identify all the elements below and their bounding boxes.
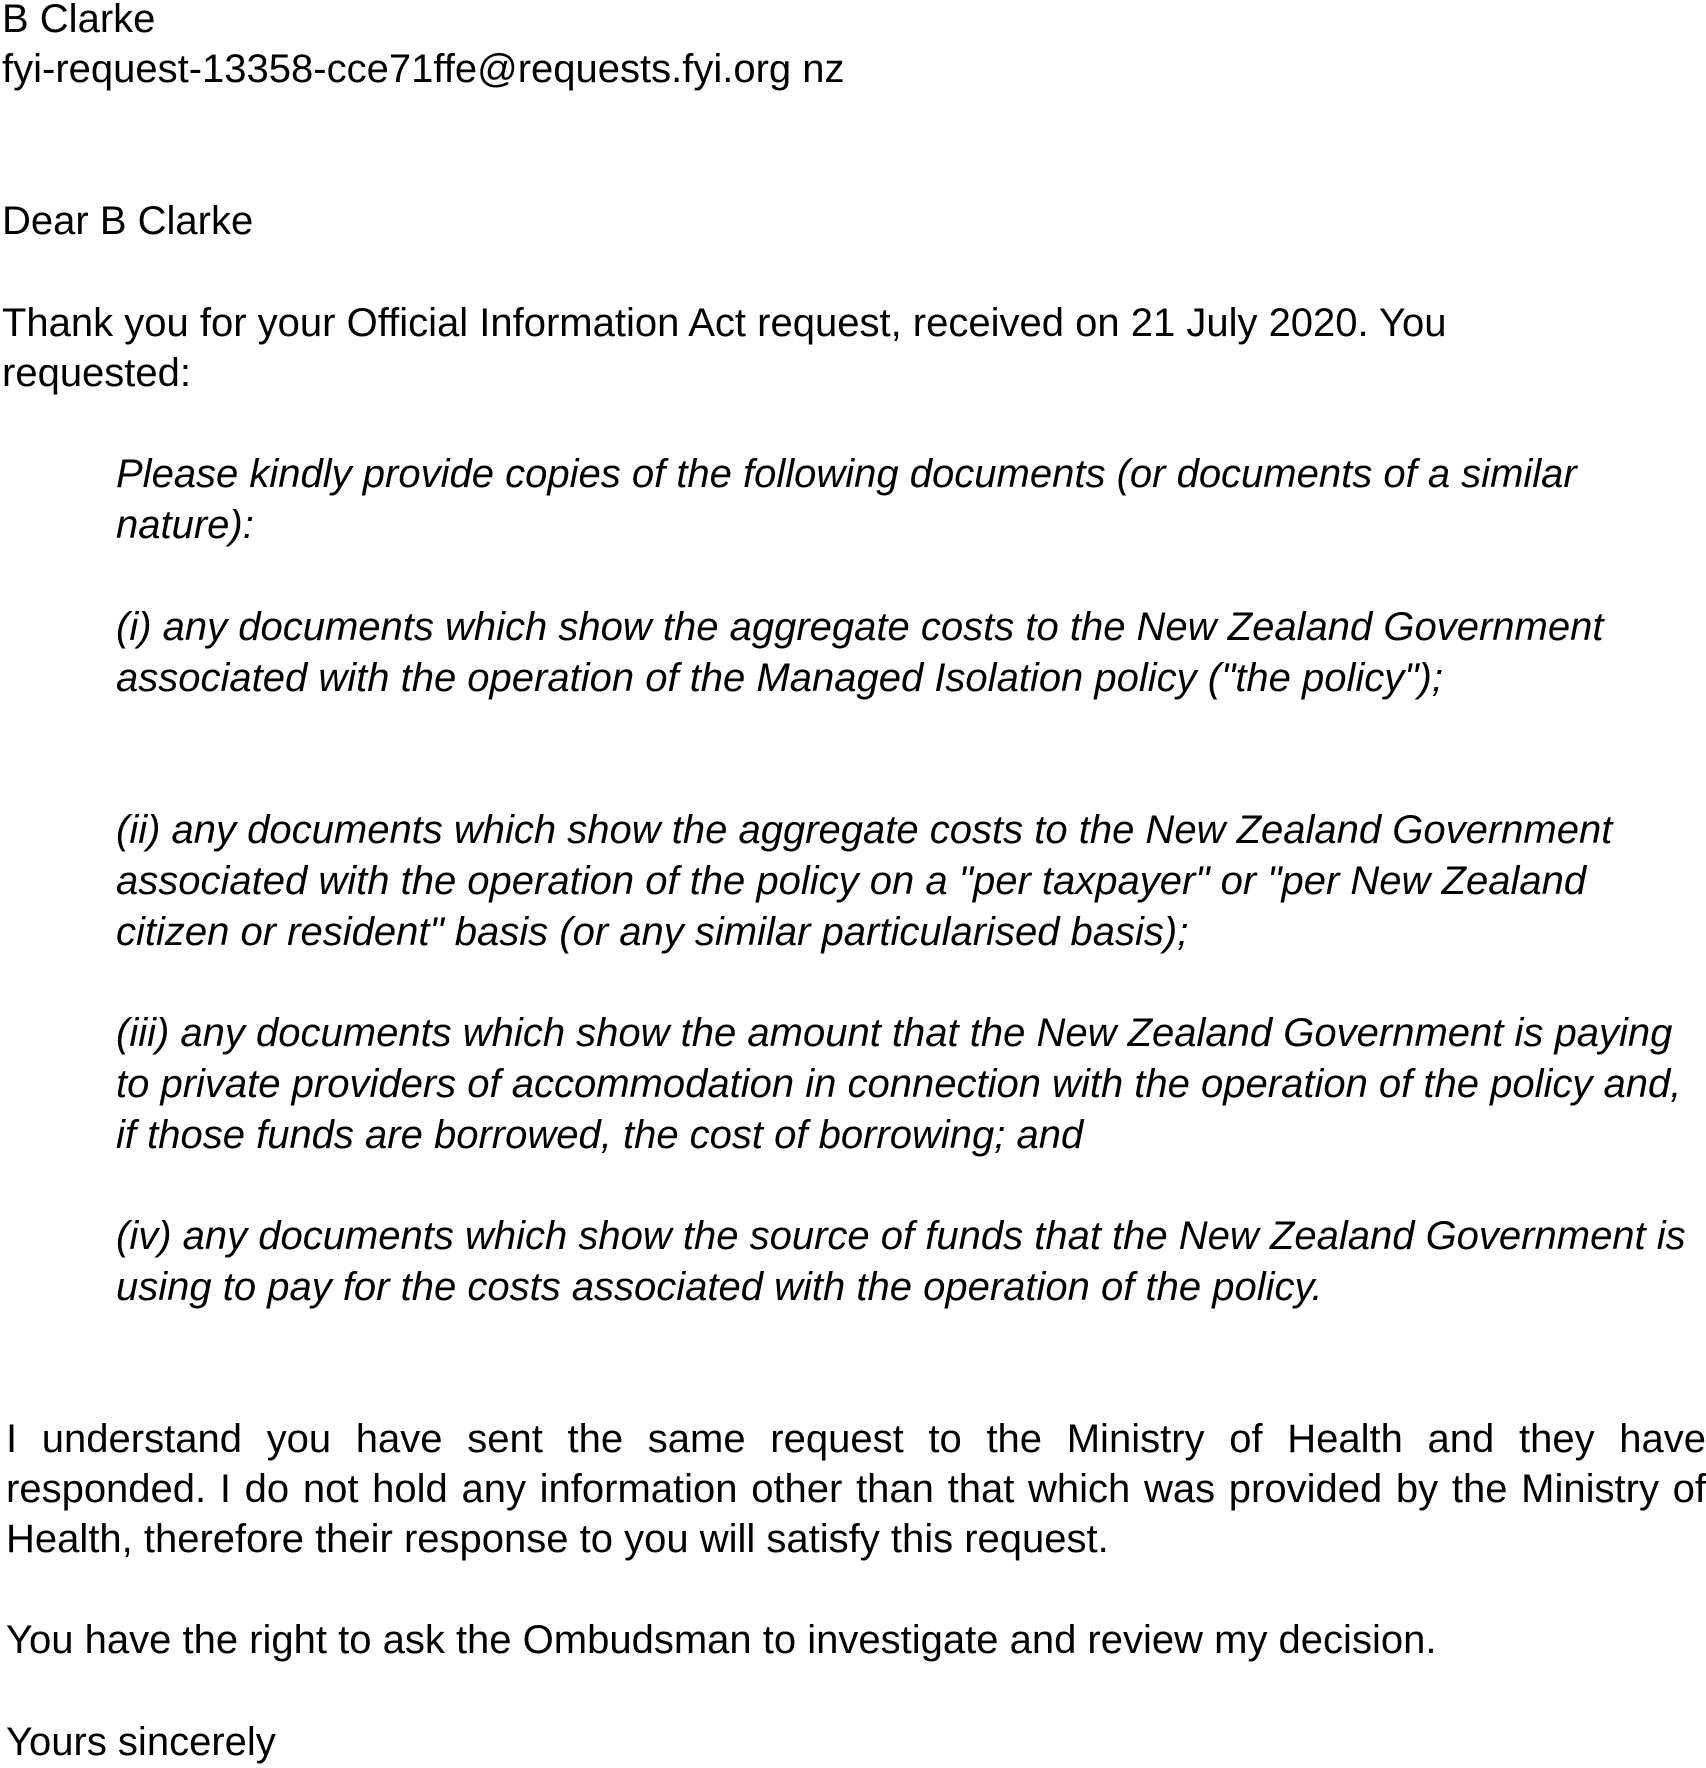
request-item-1: (i) any documents which show the aggregate costs to the New Zealand Government associated with the operation of the Managed Isolation policy ("the policy"); xyxy=(116,605,1604,700)
intro-line-2: requested: xyxy=(2,351,192,395)
recipient-email: fyi-request-13358-cce71ffe@requests.fyi.org nz xyxy=(2,47,845,91)
request-item-4: (iv) any documents which show the source of funds that the New Zealand Government is using to pay for the costs associated with the operation of the policy. xyxy=(116,1214,1686,1309)
request-item-2: (ii) any documents which show the aggregate costs to the New Zealand Government associated with the operation of the policy on a "per taxpayer" or "per New Zealand citizen or resident" basis (or any similar particularised basis); xyxy=(116,808,1613,954)
response-paragraph: I understand you have sent the same request to the Ministry of Health and they have responded. I do not hold any information other than that which was provided by the Ministry of Health, therefore their response to you will satisfy this request. xyxy=(6,1417,1706,1561)
intro-line-1: Thank you for your Official Information Act request, received on 21 July 2020. You xyxy=(2,301,1447,345)
recipient-name: B Clarke xyxy=(2,0,156,41)
request-preamble: Please kindly provide copies of the following documents (or documents of a similar nature): xyxy=(116,452,1577,547)
ombudsman-paragraph: You have the right to ask the Ombudsman to investigate and review my decision. xyxy=(6,1618,1437,1662)
salutation: Dear B Clarke xyxy=(2,199,254,243)
request-item-3: (iii) any documents which show the amount that the New Zealand Government is paying to private providers of accommodation in connection with the operation of the policy and, if those funds are borrowed, the cost of borrowing; and xyxy=(116,1011,1682,1157)
closing: Yours sincerely xyxy=(6,1720,276,1764)
